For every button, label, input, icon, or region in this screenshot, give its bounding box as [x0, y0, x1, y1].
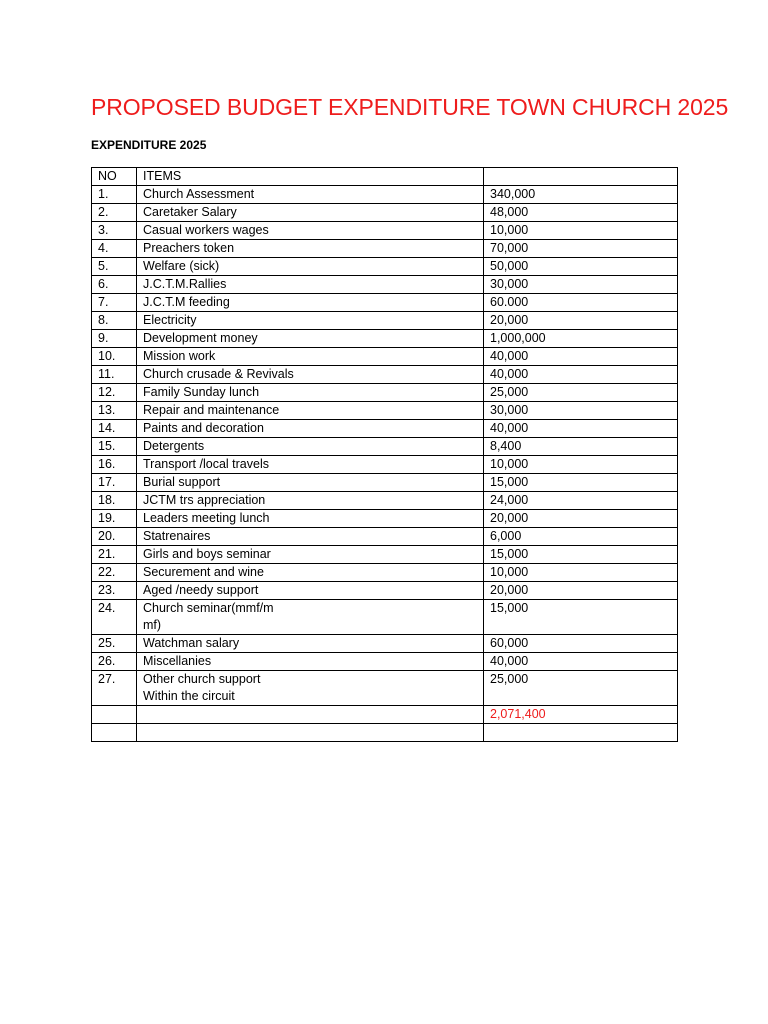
table-row	[92, 564, 678, 582]
row-item: Welfare (sick)	[137, 258, 484, 276]
row-no: 27.	[92, 671, 137, 706]
table-row	[92, 420, 678, 438]
row-no: 21.	[92, 546, 137, 564]
empty-cell	[92, 724, 137, 742]
table-header-row	[92, 168, 678, 186]
table-row	[92, 294, 678, 312]
table-row	[92, 510, 678, 528]
row-no: 12.	[92, 384, 137, 402]
row-no: 3.	[92, 222, 137, 240]
row-item: J.C.T.M feeding	[137, 294, 484, 312]
row-amount: 1,000,000	[484, 330, 678, 348]
row-item	[137, 671, 484, 706]
row-amount: 48,000	[484, 204, 678, 222]
header-amount	[484, 168, 678, 186]
row-item-line: Within the circuit	[143, 689, 235, 703]
row-item: Mission work	[137, 348, 484, 366]
table-row	[92, 528, 678, 546]
table-row	[92, 492, 678, 510]
table-row	[92, 384, 678, 402]
total-label-cell	[137, 706, 484, 724]
row-amount: 40,000	[484, 348, 678, 366]
row-no: 20.	[92, 528, 137, 546]
row-amount: 40,000	[484, 366, 678, 384]
row-no: 18.	[92, 492, 137, 510]
row-amount: 10,000	[484, 222, 678, 240]
row-no: 9.	[92, 330, 137, 348]
row-amount: 8,400	[484, 438, 678, 456]
table-row	[92, 546, 678, 564]
row-amount: 60,000	[484, 635, 678, 653]
row-item: Preachers token	[137, 240, 484, 258]
row-item-line: Other church support	[143, 672, 261, 686]
row-amount: 25,000	[484, 671, 678, 706]
table-row	[92, 635, 678, 653]
row-item: Statrenaires	[137, 528, 484, 546]
row-no: 19.	[92, 510, 137, 528]
row-item: Burial support	[137, 474, 484, 492]
empty-cell	[484, 724, 678, 742]
row-amount: 20,000	[484, 582, 678, 600]
row-no: 8.	[92, 312, 137, 330]
row-no: 25.	[92, 635, 137, 653]
row-no: 5.	[92, 258, 137, 276]
table-row	[92, 276, 678, 294]
table-row	[92, 402, 678, 420]
empty-row	[92, 724, 678, 742]
row-item: Watchman salary	[137, 635, 484, 653]
table-row	[92, 348, 678, 366]
empty-cell	[137, 724, 484, 742]
row-amount: 10,000	[484, 456, 678, 474]
row-item-line: mf)	[143, 618, 162, 632]
row-item: Miscellanies	[137, 653, 484, 671]
row-amount: 24,000	[484, 492, 678, 510]
row-amount: 15,000	[484, 546, 678, 564]
header-items: ITEMS	[137, 168, 484, 186]
header-no: NO	[92, 168, 137, 186]
row-item: Leaders meeting lunch	[137, 510, 484, 528]
row-item: Family Sunday lunch	[137, 384, 484, 402]
table-row	[92, 438, 678, 456]
row-item: Church crusade & Revivals	[137, 366, 484, 384]
row-amount: 25,000	[484, 384, 678, 402]
row-amount: 30,000	[484, 276, 678, 294]
row-item: Development money	[137, 330, 484, 348]
table-row	[92, 366, 678, 384]
row-no: 26.	[92, 653, 137, 671]
row-item: Detergents	[137, 438, 484, 456]
row-item-line: Church seminar(mmf/m	[143, 601, 274, 615]
row-item: J.C.T.M.Rallies	[137, 276, 484, 294]
section-heading: EXPENDITURE 2025	[91, 138, 207, 152]
row-item: Paints and decoration	[137, 420, 484, 438]
row-no: 22.	[92, 564, 137, 582]
row-no: 11.	[92, 366, 137, 384]
row-item: Girls and boys seminar	[137, 546, 484, 564]
row-amount: 40,000	[484, 420, 678, 438]
row-item: Securement and wine	[137, 564, 484, 582]
row-no: 15.	[92, 438, 137, 456]
budget-table	[91, 167, 678, 742]
table-row	[92, 600, 678, 635]
row-item: Caretaker Salary	[137, 204, 484, 222]
row-amount: 30,000	[484, 402, 678, 420]
row-item	[137, 600, 484, 635]
row-amount: 40,000	[484, 653, 678, 671]
table-row	[92, 186, 678, 204]
table-row	[92, 474, 678, 492]
total-no-cell	[92, 706, 137, 724]
row-amount: 10,000	[484, 564, 678, 582]
row-item: Casual workers wages	[137, 222, 484, 240]
row-no: 7.	[92, 294, 137, 312]
table-row	[92, 204, 678, 222]
row-no: 2.	[92, 204, 137, 222]
row-no: 17.	[92, 474, 137, 492]
table-row	[92, 330, 678, 348]
row-no: 13.	[92, 402, 137, 420]
table-row	[92, 258, 678, 276]
table-row	[92, 671, 678, 706]
table-row	[92, 456, 678, 474]
row-item: Aged /needy support	[137, 582, 484, 600]
table-row	[92, 653, 678, 671]
row-no: 14.	[92, 420, 137, 438]
table-row	[92, 312, 678, 330]
row-no: 4.	[92, 240, 137, 258]
row-item: Repair and maintenance	[137, 402, 484, 420]
row-amount: 20,000	[484, 312, 678, 330]
row-amount: 15,000	[484, 600, 678, 635]
row-no: 16.	[92, 456, 137, 474]
table-row	[92, 582, 678, 600]
row-amount: 20,000	[484, 510, 678, 528]
row-no: 6.	[92, 276, 137, 294]
document-title: PROPOSED BUDGET EXPENDITURE TOWN CHURCH 2025	[91, 94, 729, 120]
row-item: Electricity	[137, 312, 484, 330]
table-row	[92, 222, 678, 240]
row-no: 10.	[92, 348, 137, 366]
row-item: Church Assessment	[137, 186, 484, 204]
row-amount: 6,000	[484, 528, 678, 546]
table-row	[92, 240, 678, 258]
total-amount: 2,071,400	[484, 706, 678, 724]
row-item: Transport /local travels	[137, 456, 484, 474]
row-amount: 50,000	[484, 258, 678, 276]
row-amount: 60.000	[484, 294, 678, 312]
row-amount: 15,000	[484, 474, 678, 492]
row-no: 1.	[92, 186, 137, 204]
row-amount: 340,000	[484, 186, 678, 204]
row-amount: 70,000	[484, 240, 678, 258]
total-row	[92, 706, 678, 724]
row-item: JCTM trs appreciation	[137, 492, 484, 510]
row-no: 23.	[92, 582, 137, 600]
row-no: 24.	[92, 600, 137, 635]
